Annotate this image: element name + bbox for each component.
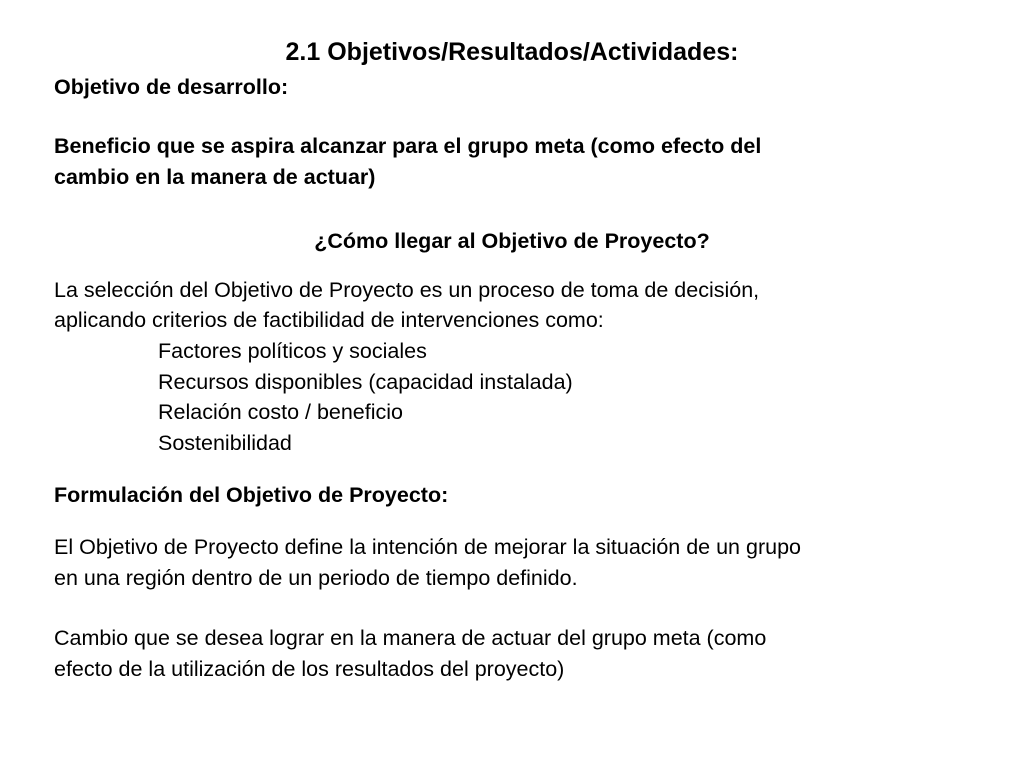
criteria-item: Recursos disponibles (capacidad instalada)	[158, 370, 573, 394]
criteria-item: Factores políticos y sociales	[158, 339, 427, 363]
definition-text-line-1: El Objetivo de Proyecto define la intención de mejorar la situación de un grupo	[54, 535, 801, 559]
change-text-line-1: Cambio que se desea lograr en la manera de actuar del grupo meta (como	[54, 626, 767, 650]
formulation-heading: Formulación del Objetivo de Proyecto:	[54, 483, 449, 507]
definition-text-line-2: en una región dentro de un periodo de tiempo definido.	[54, 566, 578, 590]
benefit-text-line-1: Beneficio que se aspira alcanzar para el grupo meta (como efecto del	[54, 134, 762, 158]
selection-text-line-2: aplicando criterios de factibilidad de intervenciones como:	[54, 308, 604, 332]
criteria-item: Sostenibilidad	[158, 431, 292, 455]
project-objective-question: ¿Cómo llegar al Objetivo de Proyecto?	[314, 229, 710, 253]
benefit-text-line-2: cambio en la manera de actuar)	[54, 165, 376, 189]
criteria-item: Relación costo / beneficio	[158, 400, 404, 424]
slide-title: 2.1 Objetivos/Resultados/Actividades:	[285, 38, 739, 66]
change-text-line-2: efecto de la utilización de los resultados del proyecto)	[54, 657, 565, 681]
development-objective-heading: Objetivo de desarrollo:	[54, 75, 289, 99]
selection-text-line-1: La selección del Objetivo de Proyecto es un proceso de toma de decisión,	[54, 278, 760, 302]
